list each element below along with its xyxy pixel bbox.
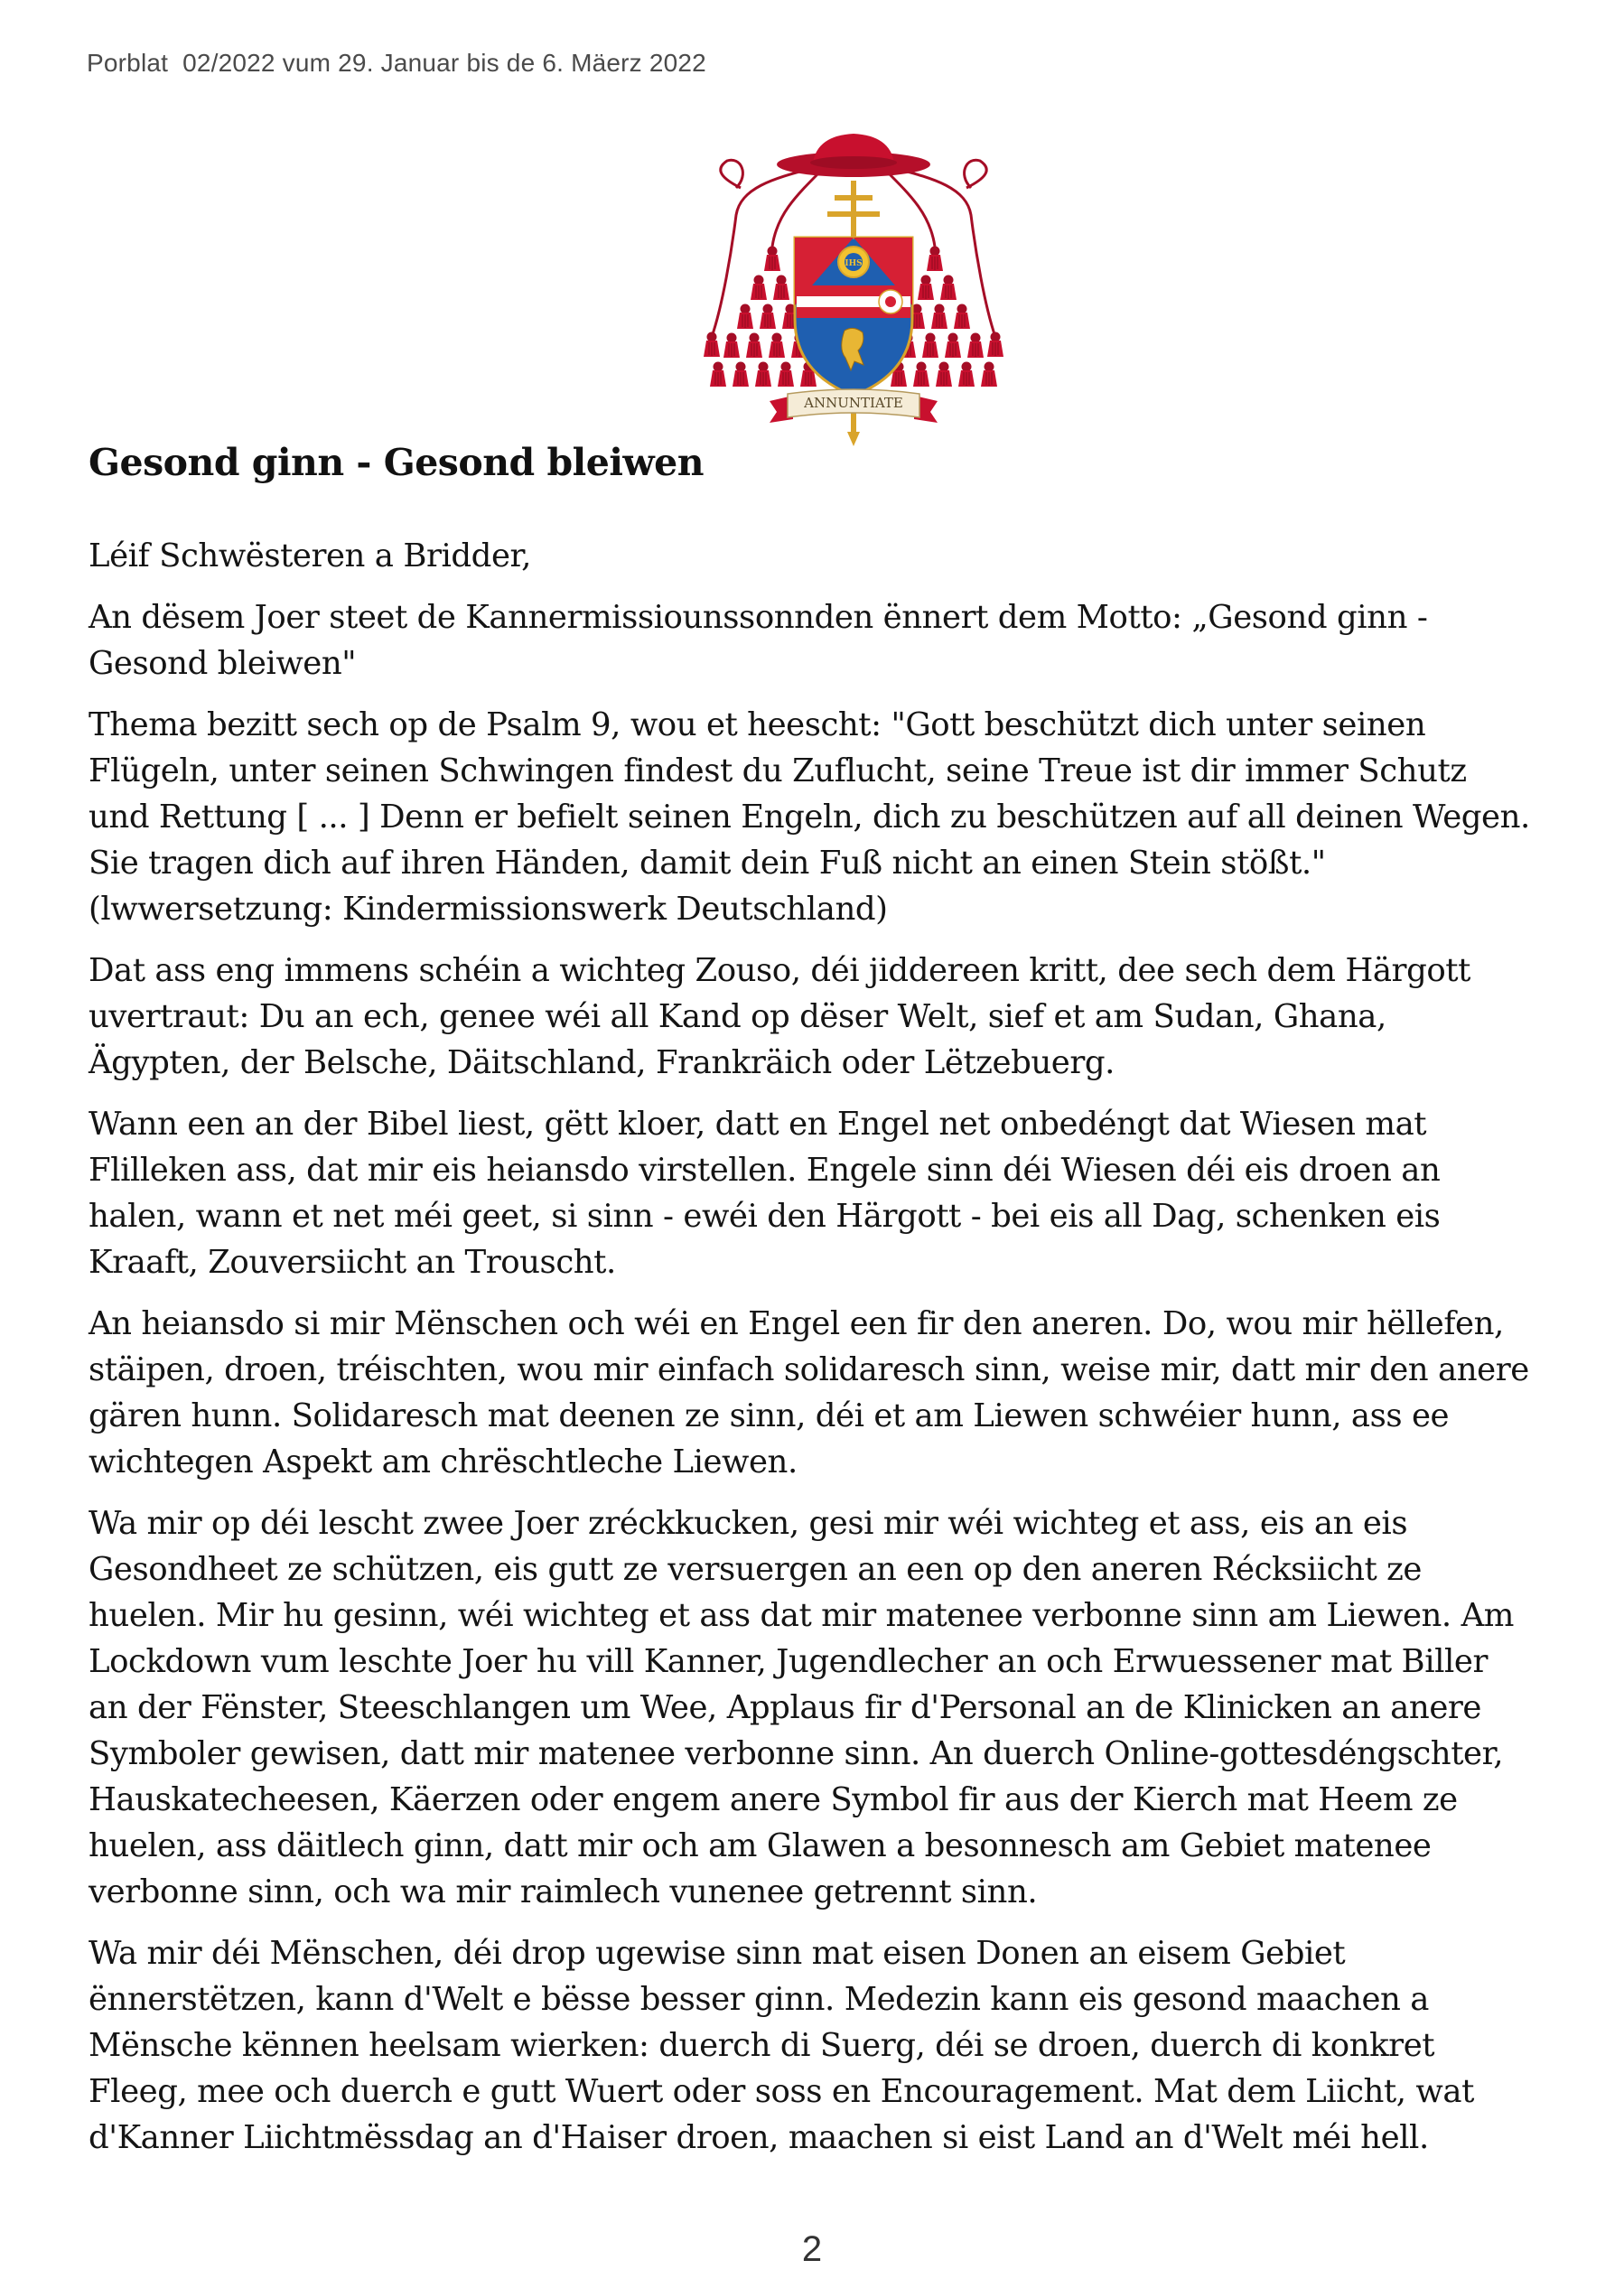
paragraph: An dësem Joer steet de Kannermissiounssonnden ënnert dem Motto: „Gesond ginn - Gesond bleiwen": [89, 599, 1428, 682]
paragraph: An heiansdo si mir Mënschen och wéi en Engel een fir den aneren. Do, wou mir hëllefen, stäipen, droen, tréischten, wou mir einfach solidaresch sinn, weise mir, datt mir den anere gären hunn. Solidaresch mat deenen ze sinn, déi et am Liewen schwéier hunn, ass ee wichtegen Aspekt am chrëschtleche Liewen.: [89, 1305, 1529, 1480]
paragraph: Wann een an der Bibel liest, gëtt kloer, datt en Engel net onbedéngt dat Wiesen mat Flilleken ass, dat mir eis heiansdo virstellen. Engele sinn déi Wiesen déi eis droen an halen, wann et net méi geet, si sinn - ewéi den Härgott - bei eis all Dag, schenken eis Kraaft, Zouversiicht an Trouscht.: [89, 1106, 1441, 1281]
article-body: [89, 533, 1534, 2176]
svg-text:ANNUNTIATE: ANNUNTIATE: [804, 395, 903, 411]
page-number: 2: [801, 2229, 823, 2269]
paragraph: Thema bezitt sech op de Psalm 9, wou et heescht: "Gott beschützt dich unter seinen Flügeln, unter seinen Schwingen findest du Zuflucht, seine Treue ist dir immer Schutz und Rettung [ ... ] Denn er befielt seinen Engeln, dich zu beschützen auf all deinen Wegen. Sie tragen dich auf ihren Händen, damit dein Fuß nicht an einen Stein stößt." (lwwersetzung: Kindermissionswerk Deutschland): [89, 706, 1530, 928]
coat-of-arms-image: [686, 125, 1021, 468]
svg-text:IHS: IHS: [845, 259, 863, 268]
paragraph: Dat ass eng immens schéin a wichteg Zouso, déi jiddereen kritt, dee sech dem Härgott uvertraut: Du an ech, genee wéi all Kand op dëser Welt, sief et am Sudan, Ghana, Ägypten, der Belsche, Däitschland, Frankräich oder Lëtzebuerg.: [89, 952, 1470, 1081]
page-header: Porblat 02/2022 vum 29. Januar bis de 6. Mäerz 2022: [87, 49, 706, 77]
salutation: Léif Schwësteren a Bridder,: [89, 537, 531, 574]
paragraph: Wa mir déi Mënschen, déi drop ugewise sinn mat eisen Donen an eisem Gebiet ënnerstëtzen, kann d'Welt e bësse besser ginn. Medezin kann eis gesond maachen a Mënsche kënnen heelsam wierken: duerch di Suerg, déi se droen, duerch di konkret Fleeg, mee och duerch e gutt Wuert oder soss en Encouragement. Mat dem Liicht, wat d'Kanner Liichtmëssdag an d'Haiser droen, maachen si eist Land an d'Welt méi hell.: [89, 1935, 1474, 2156]
paragraph: Wa mir op déi lescht zwee Joer zréckkucken, gesi mir wéi wichteg et ass, eis an eis Gesondheet ze schützen, eis gutt ze versuergen an een op den aneren Récksiicht ze huelen. Mir hu gesinn, wéi wichteg et ass dat mir matenee verbonne sinn am Liewen. Am Lockdown vum leschte Joer hu vill Kanner, Jugendlecher an och Erwuessener mat Biller an der Fënster, Steeschlangen um Wee, Applaus fir d'Personal an de Klinicken an anere Symboler gewisen, datt mir matenee verbonne sinn. An duerch Online-gottesdéngschter, Hauskatecheesen, Käerzen oder engem anere Symbol fir aus der Kierch mat Heem ze huelen, ass däitlech ginn, datt mir och am Glawen a besonnesch am Gebiet matenee verbonne sinn, och wa mir raimlech vunenee getrennt sinn.: [89, 1505, 1514, 1910]
article-title: Gesond ginn - Gesond bleiwen: [89, 441, 705, 484]
